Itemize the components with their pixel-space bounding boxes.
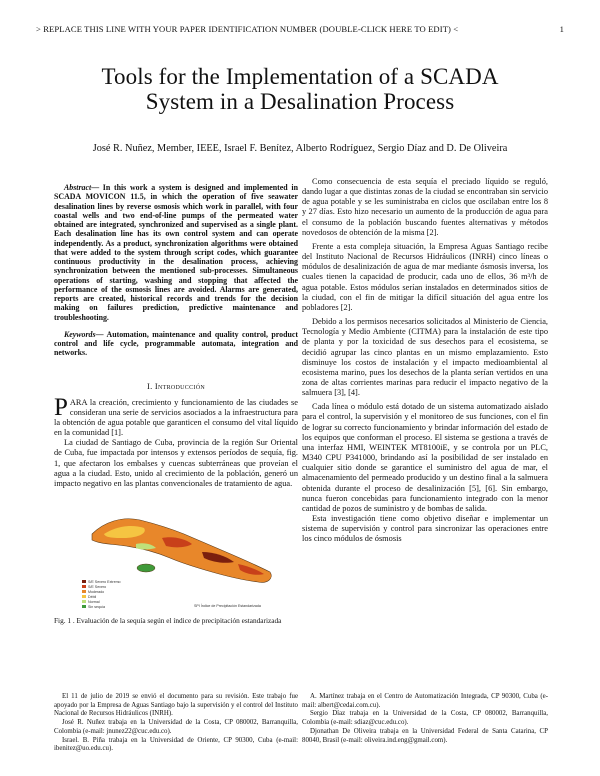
intro-paragraph-1 bbox=[54, 393, 298, 439]
right-paragraph-2: Frente a esta compleja situación, la Empresa Aguas Santiago recibe del Instituto Nacional de Recursos Hidráulicos (INRH) cinco líneas o módulos de desalinización de agua de mar mediante ósmosis inversa, los cuales tienen la capacidad de producir, cada uno de ellos, 36 m³/h de agua potable. Estos módulos serían instalados en determinados sitios de la ciudad, con el fin de mitigar la difícil situación del agua entre los pobladores [2]. bbox=[302, 241, 548, 312]
right-paragraph-1: Como consecuencia de esta sequía el preciado líquido se reguló, dando lugar a que distintas zonas de la ciudad se encontraban sin servicio de agua potable y se les suministraba en ciclos que oscilaban entre los 8 y 27 días. Esto hizo necesario un aumento de la producción de agua para el consumo de la población buscando fuentes alternativas y métodos novedosos de obtención de la misma [2]. bbox=[302, 177, 548, 237]
section-heading bbox=[54, 382, 298, 392]
right-paragraph-4: Cada línea o módulo está dotado de un sistema automatizado aislado para el control, la supervisión y el monitoreo de sus funciones, con el fin de lograr su correcto funcionamiento y brindar información del estado de los equipos que conforman el proceso. El sistema se gestiona a través de una interfaz HMI, WEINTEK MT8100iE, y se controla por un PLC, M340 CPU P341000, brindando así la posibilidad de ser instalado en cualquier sitio donde se garantice el suministro del agua de mar, el almacenamiento del permeado producido y un destino final a la salmuera obtenida durante el proceso de desalinización [5], [6]. Sin embargo, nunca fueron concebidas para funcionamiento integrado con la menor cantidad de pozos de suministro y de bombas de salida. bbox=[302, 402, 548, 513]
left-column bbox=[54, 177, 298, 626]
footnotes-right bbox=[302, 693, 548, 745]
footnote-diaz: Sergio Díaz trabaja en la Universidad de la Costa, CP 080002, Barranquilla, Colombia (e-mail: sdiaz@cuc.edu.co). bbox=[302, 710, 548, 727]
legend-label-2: Moderado bbox=[88, 590, 105, 595]
keywords-text: — Automation, maintenance and quality control, product control and life cycle, programmable automata, integration and networks. bbox=[54, 329, 298, 358]
footnotes-left bbox=[54, 693, 298, 754]
paper-title bbox=[36, 64, 564, 114]
legend-swatch-3 bbox=[82, 595, 86, 598]
map-source-note: SPI Índice de Precipitación Estandarizada bbox=[194, 604, 261, 609]
right-paragraph-5: Esta investigación tiene como objetivo diseñar e implementar un sistema de supervisión y control para sincronizar las operaciones entre los cinco módulos de ósmosis bbox=[302, 514, 548, 544]
right-column bbox=[302, 177, 548, 544]
legend-swatch-1 bbox=[82, 585, 86, 588]
right-paragraph-3: Debido a los permisos necesarios solicitados al Ministerio de Ciencia, Tecnología y Medio Ambiente (CITMA) para la instalación de este tipo de planta y por la toxicidad de sus desechos para el ecosistema, se decidió agrupar las cinco plantas en un mismo emplazamiento. Esto disminuye los costos de instalación y el impacto medioambiental al ecosistema marino, pues los desechos de la planta serían vertidos en una zona de altas corrientes marinas para reducir el impacto negativo de la salmuera [3], [4]. bbox=[302, 317, 548, 398]
abstract bbox=[54, 183, 298, 322]
legend-swatch-5 bbox=[82, 605, 86, 608]
cuba-map-image bbox=[74, 494, 282, 612]
running-head bbox=[36, 24, 564, 34]
title-line-1: Tools for the Implementation of a SCADA bbox=[101, 64, 499, 89]
isla-juventud-shape bbox=[137, 564, 155, 572]
footnote-martinez: A. Martínez trabaja en el Centro de Automatización Integrada, CP 90300, Cuba (e-mail: albert@cedai.com.cu). bbox=[302, 693, 548, 709]
keywords bbox=[54, 330, 298, 358]
author-list: José R. Nuñez, Member, IEEE, Israel F. Benítez, Alberto Rodríguez, Sergio Díaz and D. De Oliveira bbox=[92, 143, 508, 154]
drought-map-figure bbox=[74, 494, 282, 612]
legend-label-5: Sin sequía bbox=[88, 605, 105, 610]
legend-label-1: S/E Severo bbox=[88, 585, 107, 590]
footnote-oliveira: Djonathan De Oliveira trabaja en la Universidad Federal de Santa Catarina, CP 80040, Brasil (e-mail: oliveira.ind.eng@gmail.com). bbox=[302, 727, 548, 744]
legend-swatch-2 bbox=[82, 590, 86, 593]
keywords-label: Keywords bbox=[64, 329, 96, 339]
intro-paragraph-2: La ciudad de Santiago de Cuba, provincia de la región Sur Oriental de Cuba, fue impactada por intensos y extensos períodos de sequía, fig. 1, que afectaron los embalses y cuencas subterráneas que proveían el agua a la ciudad. Esto, unido al crecimiento de la población, generó un impacto negativo en las plantas convencionales de tratamiento de agua. bbox=[54, 438, 298, 488]
legend-label-0: S/E Severo Extremo bbox=[88, 580, 121, 585]
title-line-2: System in a Desalination Process bbox=[145, 89, 455, 114]
legend-swatch-4 bbox=[82, 600, 86, 603]
legend-swatch-0 bbox=[82, 580, 86, 583]
figure-caption: Fig. 1 . Evaluación de la sequía según el índice de precipitación estandarizada bbox=[54, 616, 282, 626]
page-number: 1 bbox=[559, 24, 564, 34]
intro-p1-text: ARA la creación, crecimiento y funcionamiento de las ciudades se consideran una serie de servicios asociados a la infraestructura para la obtención de agua potable que garanticen el consumo del vital líquido en la comunidad [1]. bbox=[54, 397, 298, 438]
drop-cap: P bbox=[54, 393, 68, 421]
section-numeral: I. bbox=[147, 381, 153, 391]
legend-label-3: Débil bbox=[88, 595, 97, 600]
legend-label-4: Normal bbox=[88, 600, 100, 605]
section-title: Introducción bbox=[154, 381, 205, 391]
footnote-nunez: José R. Nuñez trabaja en la Universidad de la Costa, CP 080002, Barranquilla, Colombia (e-mail: jnunez22@cuc.edu.co). bbox=[54, 719, 298, 735]
running-head-text: > REPLACE THIS LINE WITH YOUR PAPER IDENTIFICATION NUMBER (DOUBLE-CLICK HERE TO EDIT) < bbox=[36, 24, 459, 34]
abstract-text: — In this work a system is designed and implemented in SCADA MOVICON 11.5, in which the operation of five seawater desalination lines by reverse osmosis which work in parallel, with four coastal wells and two end-of-line pumps of the permeated water obtained are integrated, synchronized and supervised as a single plant. Each desalination line has its own control system and can operate independently. As a product, synchronization algorithms were obtained that were added to the system through script codes, which guarantee continuous productivity in the desalination process, achieving synchronization between the mentioned sub-processes. Simultaneous operations of starting, washing and stopping that affected the performance of the osmosis lines are avoided. Alarms are generated, reports are created, historical records and trends for the decision making on failures prediction, predictive maintenance and troubleshooting. bbox=[54, 183, 298, 322]
footnote-pina: Israel. B. Piña trabaja en la Universidad de Oriente, CP 90300, Cuba (e-mail: ibenitez@uo.edu.cu). bbox=[54, 736, 298, 753]
footnote-received: El 11 de julio de 2019 se envió el documento para su revisión. Este trabajo fue apoyado por la Empresa de Aguas Santiago bajo la supervisión y el control del Instituto Nacional de Recursos Hidráulicos (INRH). bbox=[54, 693, 298, 718]
abstract-label: Abstract bbox=[64, 183, 92, 192]
